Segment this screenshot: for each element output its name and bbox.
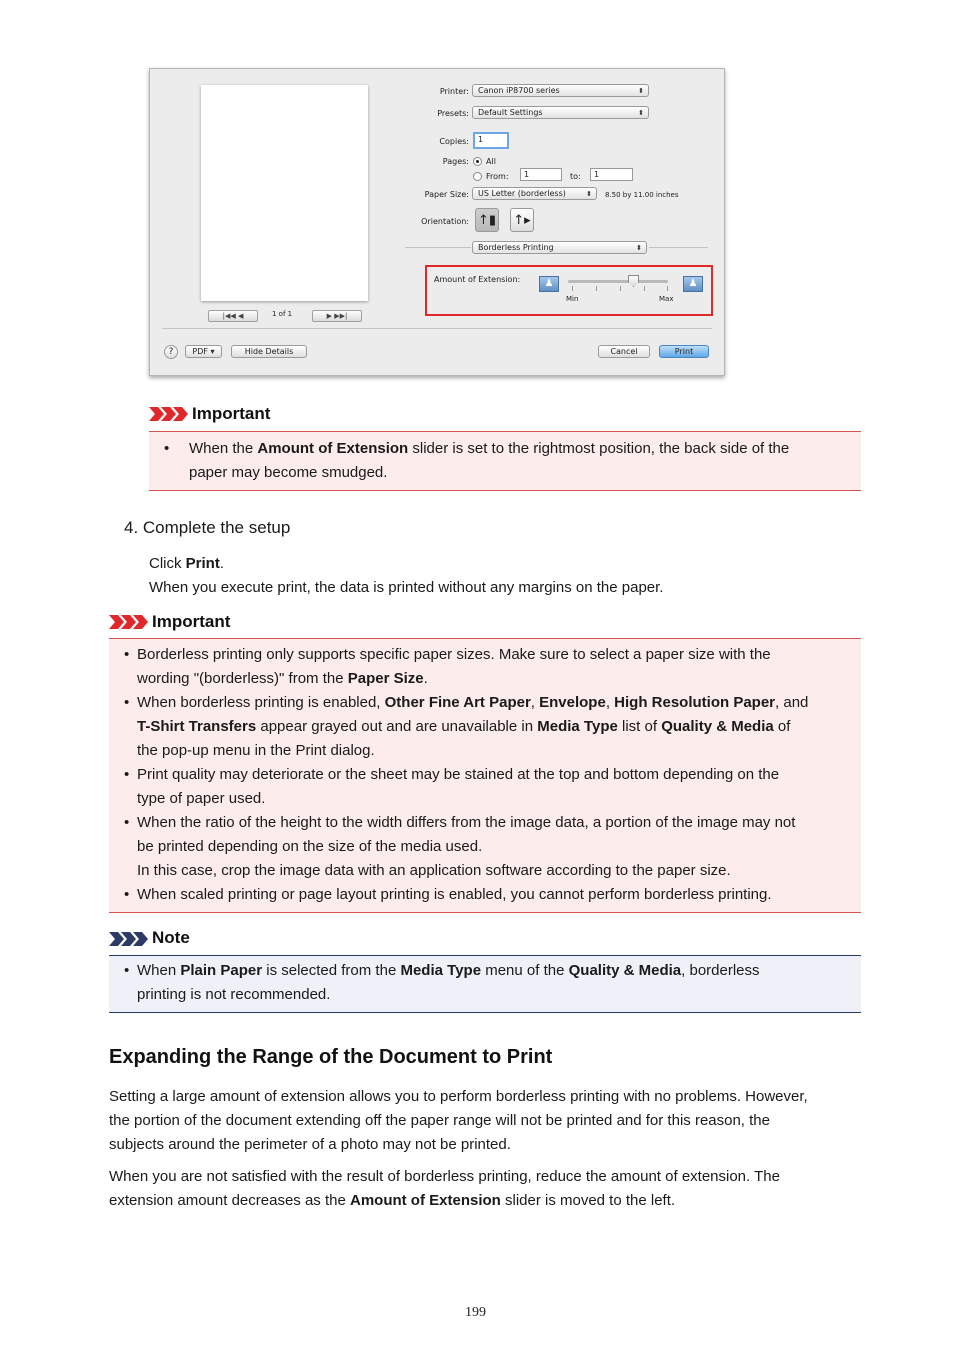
cancel-button[interactable]: Cancel <box>598 345 650 358</box>
text: . <box>219 555 225 572</box>
important-heading: Important <box>192 404 271 423</box>
preview-back-buttons[interactable]: |◀◀ ◀ <box>208 310 258 322</box>
important-chevrons-icon <box>149 407 189 421</box>
print-button[interactable]: Print <box>659 345 709 358</box>
slider-max-label: Max <box>659 295 674 303</box>
text: Borderless printing only supports specific paper sizes. Make sure to select a paper size with the <box>137 646 771 663</box>
section-paragraph-1 <box>109 1085 869 1157</box>
portrait-icon: ↑▮ <box>477 213 497 228</box>
important-item <box>109 691 861 763</box>
important-heading: Important <box>152 612 231 631</box>
paper-size-select[interactable] <box>472 187 597 200</box>
bold-term: Plain Paper <box>180 962 263 979</box>
paper-size-dimensions: 8.50 by 11.00 inches <box>605 191 679 199</box>
text: printing is not recommended. <box>137 986 331 1003</box>
print-dialog-screenshot <box>149 68 725 376</box>
text: , and <box>775 694 809 711</box>
text: the pop-up menu in the Print dialog. <box>137 742 375 759</box>
separator <box>649 247 708 248</box>
text: slider is set to the rightmost position, the back side of the <box>408 440 790 457</box>
text: be printed depending on the size of the media used. <box>137 838 483 855</box>
bold-term: Print <box>185 555 220 572</box>
pages-to-label: to: <box>570 172 581 181</box>
text: of <box>773 718 791 735</box>
print-preview-page <box>201 85 368 301</box>
hide-details-button[interactable]: Hide Details <box>231 345 307 358</box>
pages-all-label: All <box>486 157 496 166</box>
important-box <box>149 431 861 491</box>
text: subjects around the perimeter of a photo may not be printed. <box>109 1136 511 1153</box>
text: extension amount decreases as the <box>109 1192 350 1209</box>
popup-arrows-icon: ⬍ <box>638 87 644 95</box>
pages-to-input[interactable]: 1 <box>590 168 633 181</box>
small-extension-icon: ♟ <box>539 276 559 292</box>
bold-term: Media Type <box>537 718 618 735</box>
bold-term: T-Shirt Transfers <box>137 718 257 735</box>
text: , borderless <box>681 962 760 979</box>
popup-arrows-icon: ⬍ <box>636 244 642 252</box>
page-indicator: 1 of 1 <box>272 310 293 318</box>
important-chevrons-icon <box>109 615 149 629</box>
extension-slider-track[interactable] <box>568 280 668 283</box>
important-item <box>109 811 861 883</box>
text: the portion of the document extending off the paper range will not be printed and for this reason, the <box>109 1112 770 1129</box>
important-item <box>149 437 861 485</box>
section-paragraph-2 <box>109 1165 869 1213</box>
panel-select[interactable] <box>472 241 647 254</box>
presets-label: Presets: <box>437 109 469 118</box>
text: slider is moved to the left. <box>500 1192 676 1209</box>
extension-label: Amount of Extension: <box>434 275 521 284</box>
presets-select[interactable] <box>472 106 649 119</box>
bold-term: Quality & Media <box>568 962 682 979</box>
text: is selected from the <box>262 962 401 979</box>
landscape-icon: ↑▸ <box>513 213 531 228</box>
text: When the ratio of the height to the width differs from the image data, a portion of the image may not <box>137 814 796 831</box>
bold-term: Paper Size <box>347 670 424 687</box>
text: wording "(borderless)" from the <box>137 670 348 687</box>
orientation-label: Orientation: <box>421 217 469 226</box>
text: When you are not satisfied with the result of borderless printing, reduce the amount of extension. The <box>109 1168 780 1185</box>
important-item <box>109 643 861 691</box>
important-item <box>109 883 861 907</box>
text: When scaled printing or page layout printing is enabled, you cannot perform borderless printing. <box>137 886 772 903</box>
important-item <box>109 763 861 811</box>
popup-arrows-icon: ⬍ <box>638 109 644 117</box>
note-heading: Note <box>152 928 190 947</box>
copies-label: Copies: <box>439 137 469 146</box>
text: When borderless printing is enabled, <box>137 694 385 711</box>
large-extension-icon: ♟ <box>683 276 703 292</box>
text: , <box>530 694 540 711</box>
text: When the <box>189 440 258 457</box>
pages-all-radio[interactable] <box>473 157 482 166</box>
pages-label: Pages: <box>442 157 469 166</box>
note-item <box>109 959 861 1007</box>
bold-term: Quality & Media <box>661 718 774 735</box>
text: When <box>137 962 181 979</box>
text: paper may become smudged. <box>189 464 388 481</box>
important-box <box>109 638 861 913</box>
printer-value: Canon iP8700 series <box>478 86 560 95</box>
bold-term: Envelope <box>539 694 606 711</box>
presets-value: Default Settings <box>478 108 543 117</box>
paper-size-label: Paper Size: <box>424 190 469 199</box>
separator <box>405 247 471 248</box>
popup-arrows-icon: ⬍ <box>586 190 592 198</box>
text: appear grayed out and are unavailable in <box>256 718 538 735</box>
bold-term: Amount of Extension <box>349 1192 501 1209</box>
note-chevrons-icon <box>109 932 149 946</box>
copies-input[interactable]: 1 <box>473 132 509 149</box>
panel-value: Borderless Printing <box>478 243 554 252</box>
printer-select[interactable] <box>472 84 649 97</box>
help-button[interactable]: ? <box>164 345 178 359</box>
text: , <box>605 694 615 711</box>
section-title: Expanding the Range of the Document to Print <box>109 1046 553 1068</box>
text: list of <box>617 718 662 735</box>
printer-label: Printer: <box>439 87 469 96</box>
bold-term: Amount of Extension <box>257 440 409 457</box>
bold-term: High Resolution Paper <box>614 694 776 711</box>
pdf-menu-button[interactable]: PDF ▾ <box>185 345 222 358</box>
note-box <box>109 955 861 1013</box>
preview-forward-buttons[interactable]: ▶ ▶▶| <box>312 310 362 322</box>
bold-term: Media Type <box>400 962 482 979</box>
paper-size-value: US Letter (borderless) <box>478 189 566 198</box>
page-number: 199 <box>465 1305 486 1320</box>
text: type of paper used. <box>137 790 266 807</box>
pages-from-input[interactable]: 1 <box>520 168 562 181</box>
slider-min-label: Min <box>566 295 579 303</box>
text: menu of the <box>481 962 569 979</box>
pages-from-radio[interactable] <box>473 172 482 181</box>
portrait-orientation-button[interactable] <box>475 208 499 232</box>
text: Click <box>149 555 186 572</box>
step-4-title: 4. Complete the setup <box>124 518 291 537</box>
landscape-orientation-button[interactable] <box>510 208 534 232</box>
text: . <box>423 670 428 687</box>
slider-ticks <box>568 286 668 291</box>
step-4-line-1 <box>149 552 224 576</box>
bottom-separator <box>162 328 712 329</box>
text: In this case, crop the image data with an application software according to the paper size. <box>137 862 731 879</box>
pages-from-label: From: <box>486 172 509 181</box>
bold-term: Other Fine Art Paper <box>384 694 531 711</box>
step-4-line-2: When you execute print, the data is printed without any margins on the paper. <box>149 579 664 596</box>
text: Print quality may deteriorate or the sheet may be stained at the top and bottom depending on the <box>137 766 780 783</box>
text: Setting a large amount of extension allows you to perform borderless printing with no problems. However, <box>109 1088 808 1105</box>
